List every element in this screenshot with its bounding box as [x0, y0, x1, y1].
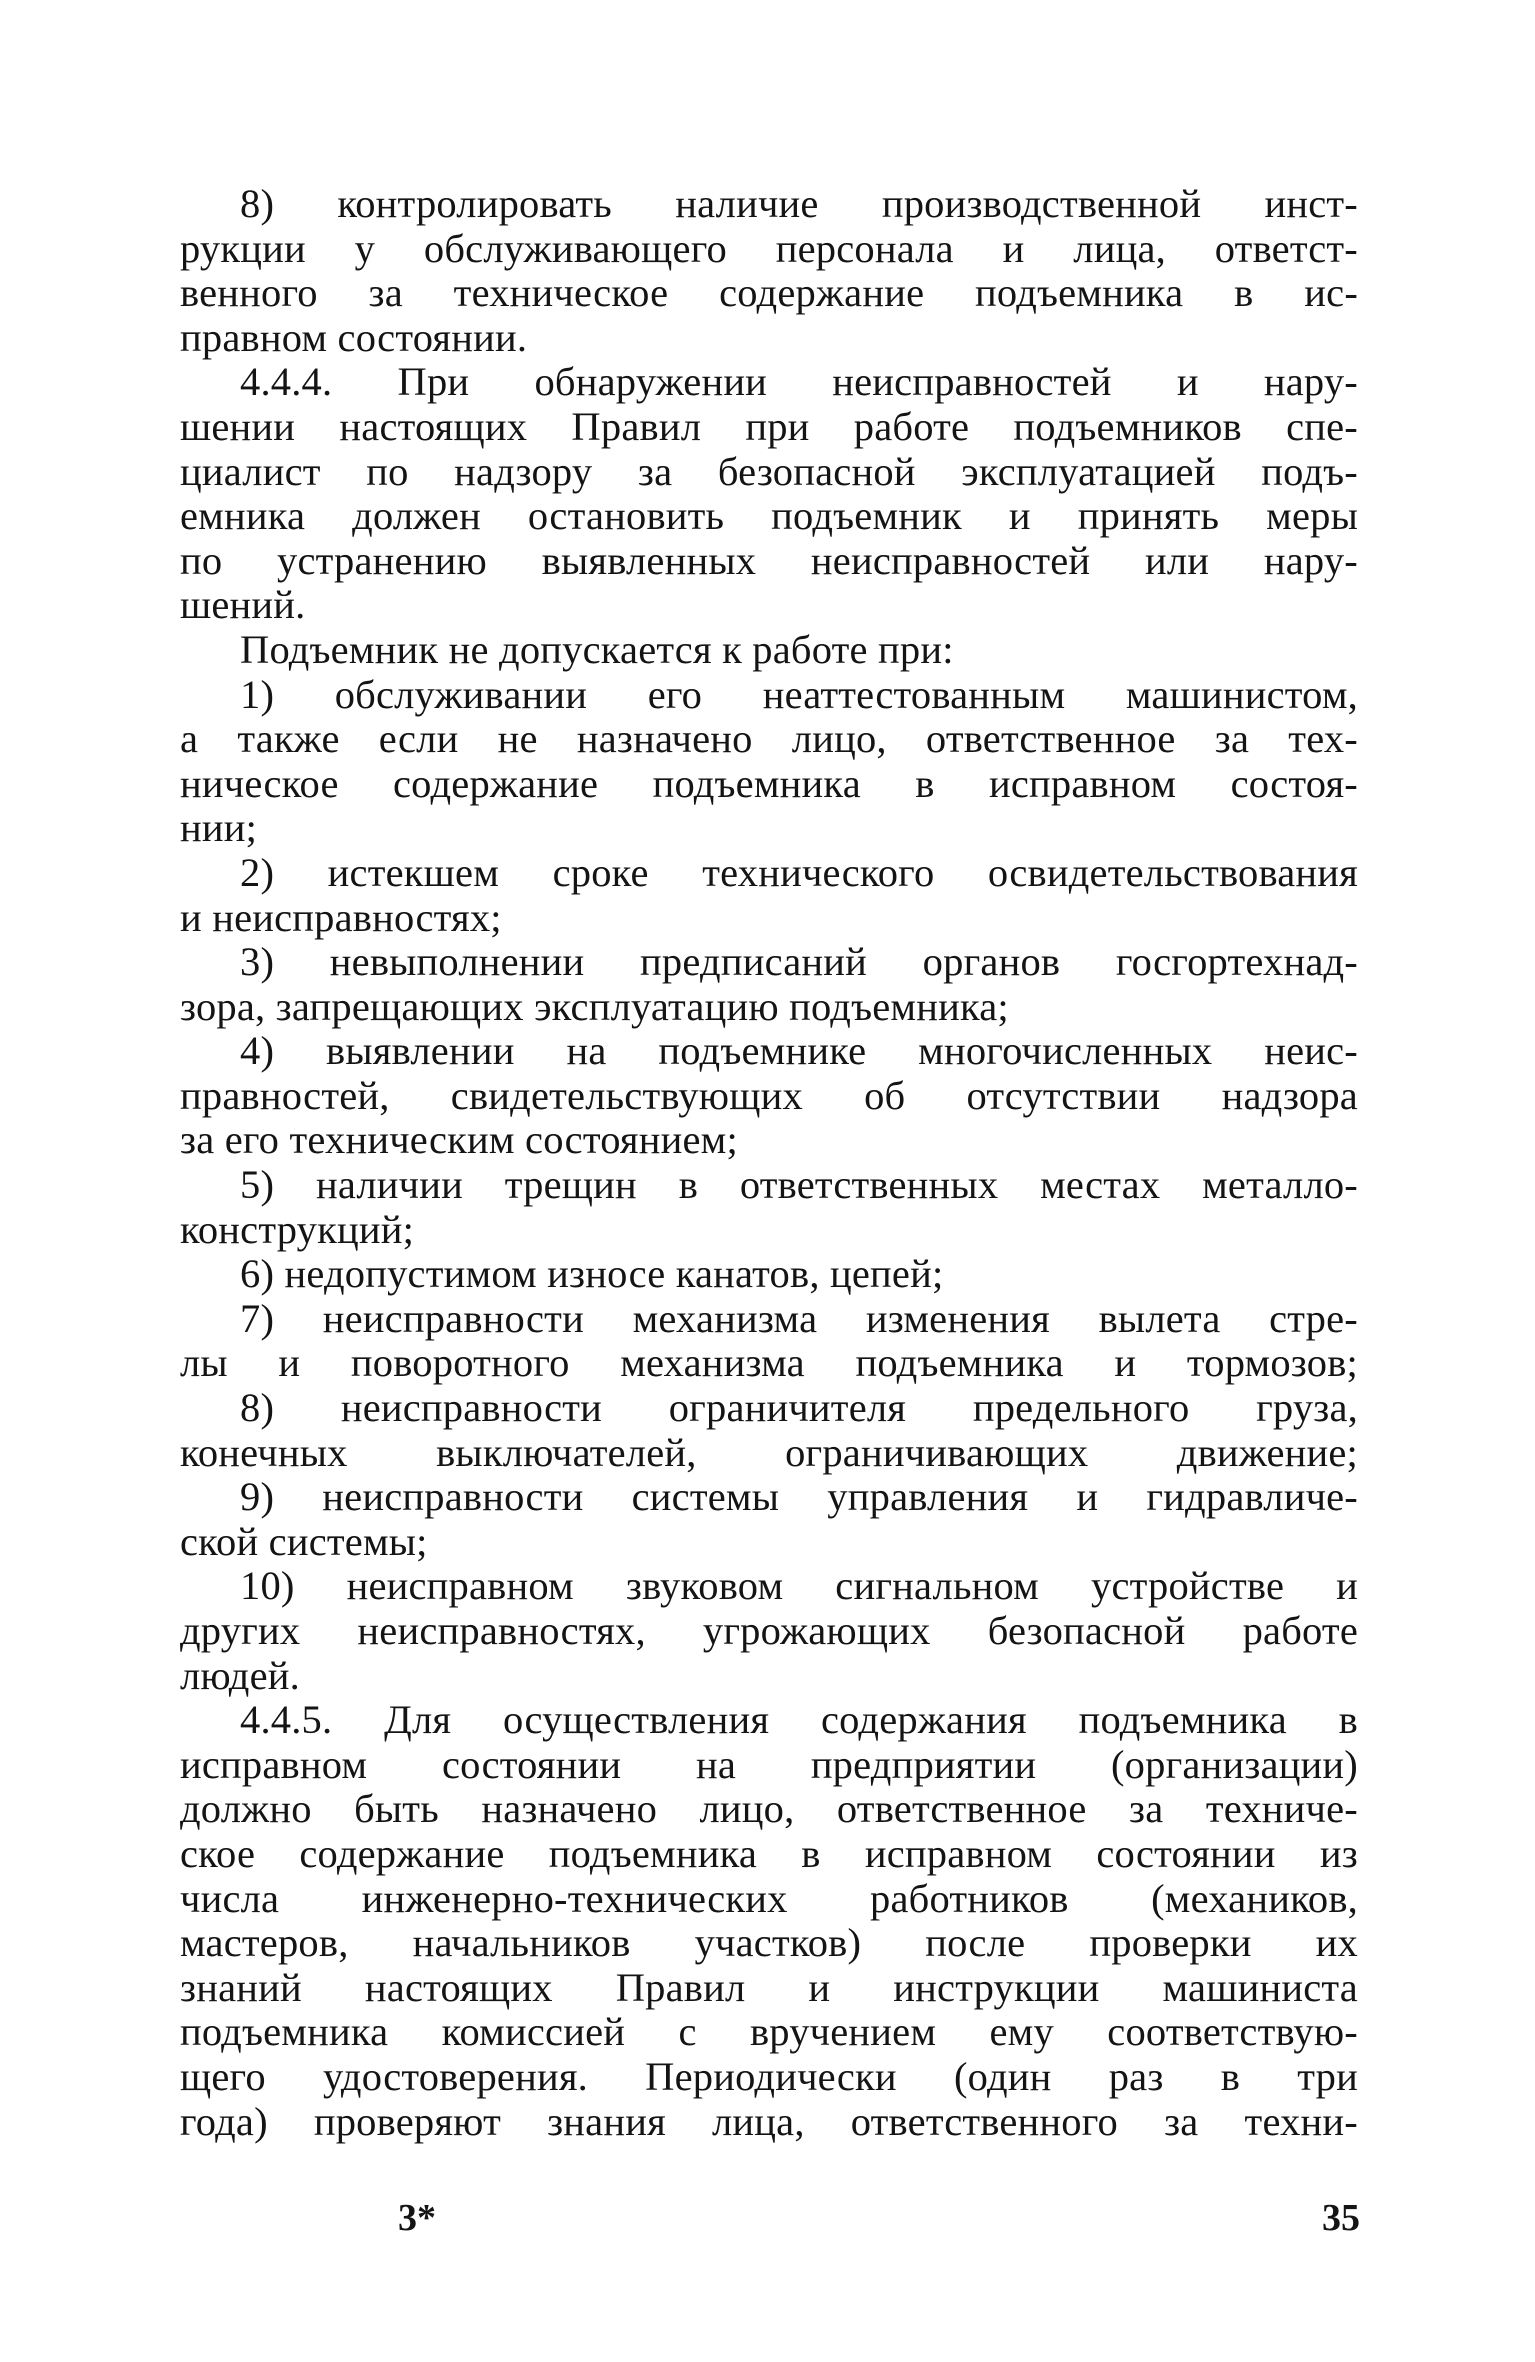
text-line: щего удостоверения. Периодически (один раз в три: [180, 2053, 1358, 2099]
text-line: 3) невыполнении предписаний органов госгортехнад-: [240, 939, 1358, 985]
document-body: [180, 182, 1358, 2144]
text-line: емника должен остановить подъемник и принять меры: [180, 493, 1358, 539]
text-line: людей.: [180, 1652, 300, 1698]
text-line: мастеров, начальников участков) после проверки их: [180, 1920, 1358, 1966]
text-line: нии;: [180, 805, 258, 851]
text-line: подъемника комиссией с вручением ему соответствую-: [180, 2009, 1358, 2055]
text-line: знаний настоящих Правил и инструкции машиниста: [180, 1964, 1358, 2010]
text-line: циалист по надзору за безопасной эксплуатацией подъ-: [180, 448, 1358, 494]
text-line: а также если не назначено лицо, ответственное за тех-: [180, 716, 1358, 762]
text-line: 7) неисправности механизма изменения вылета стре-: [240, 1295, 1358, 1341]
text-line: 4) выявлении на подъемнике многочисленных неис-: [240, 1028, 1358, 1074]
text-line: рукции у обслуживающего персонала и лица, ответст-: [180, 225, 1358, 271]
text-line: за его техническим состоянием;: [180, 1117, 738, 1163]
text-line: других неисправностях, угрожающих безопасной работе: [180, 1608, 1358, 1653]
text-line: 8) контролировать наличие производственной инст-: [240, 181, 1358, 226]
text-line: 5) наличии трещин в ответственных местах металло-: [240, 1162, 1358, 1208]
text-line: 2) истекшем сроке технического освидетельствования: [240, 849, 1358, 895]
text-line: 1) обслуживании его неаттестованным машинистом,: [240, 671, 1358, 717]
text-line: должно быть назначено лицо, ответственное за техниче-: [180, 1786, 1358, 1832]
text-line: 8) неисправности ограничителя предельного груза,: [240, 1385, 1358, 1431]
text-line: 4.4.5. Для осуществления содержания подъемника в: [240, 1697, 1358, 1743]
text-line: по устранению выявленных неисправностей или нару-: [180, 537, 1358, 583]
text-line: конечных выключателей, ограничивающих движение;: [180, 1429, 1358, 1475]
text-line: правностей, свидетельствующих об отсутствии надзора: [180, 1072, 1358, 1118]
text-line: конструкций;: [180, 1206, 415, 1252]
text-line: правном состоянии.: [180, 314, 528, 360]
text-line: шений.: [180, 582, 306, 628]
text-line: венного за техническое содержание подъемника в ис-: [180, 270, 1358, 316]
text-line: зора, запрещающих эксплуатацию подъемника;: [180, 983, 1009, 1029]
text-line: 9) неисправности системы управления и гидравличе-: [240, 1474, 1358, 1520]
text-line: года) проверяют знания лица, ответственного за техни-: [180, 2098, 1358, 2144]
text-line: шении настоящих Правил при работе подъемников спе-: [180, 403, 1358, 449]
text-line: 6) недопустимом износе канатов, цепей;: [240, 1251, 944, 1297]
text-line: лы и поворотного механизма подъемника и тормозов;: [180, 1340, 1358, 1386]
text-line: Подъемник не допускается к работе при:: [240, 626, 954, 672]
text-line: ское содержание подъемника в исправном состоянии из: [180, 1830, 1358, 1876]
text-line: числа инженерно-технических работников (механиков,: [180, 1875, 1358, 1921]
page-number: 35: [1322, 2197, 1360, 2239]
text-line: ническое содержание подъемника в исправном состоя-: [180, 760, 1358, 806]
page-footer: [0, 2196, 1535, 2246]
text-line: 4.4.4. При обнаружении неисправностей и нару-: [240, 359, 1358, 405]
signature-mark: 3*: [398, 2197, 436, 2239]
text-line: исправном состоянии на предприятии (организации): [180, 1741, 1358, 1787]
text-line: 10) неисправном звуковом сигнальном устройстве и: [240, 1563, 1358, 1609]
text-line: ской системы;: [180, 1518, 428, 1564]
text-line: и неисправностях;: [180, 894, 502, 940]
